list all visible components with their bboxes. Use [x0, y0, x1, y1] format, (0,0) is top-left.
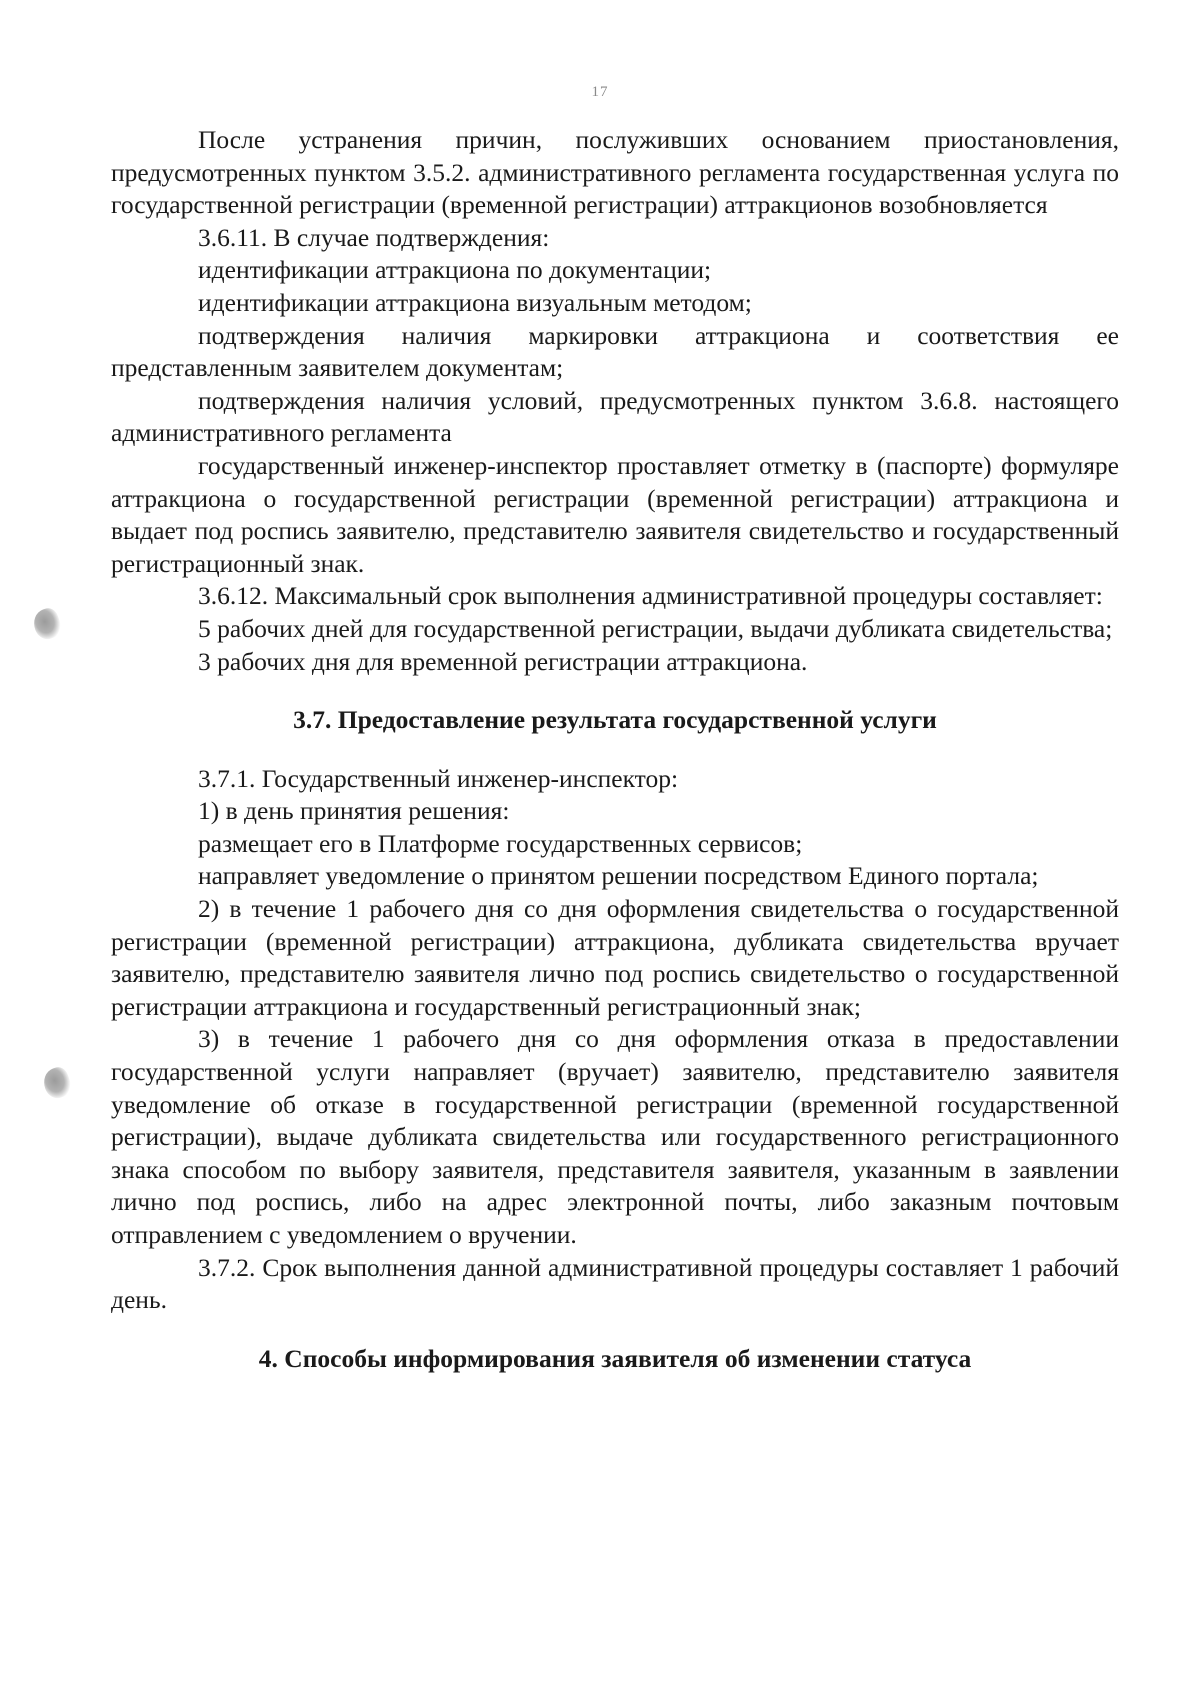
paragraph: подтверждения наличия условий, предусмотренных пунктом 3.6.8. настоящего административного регламента [111, 385, 1119, 448]
paragraph: подтверждения наличия маркировки аттракциона и соответствия ее представленным заявителем документам; [111, 320, 1119, 383]
paragraph: 3.6.12. Максимальный срок выполнения административной процедуры составляет: [198, 581, 1103, 611]
document-body [111, 124, 1119, 1375]
paragraph: идентификации аттракциона по документации; [198, 255, 712, 285]
paragraph: 2) в течение 1 рабочего дня со дня оформления свидетельства о государственной регистрации (временной регистрации) аттракциона, дубликата свидетельства вручает заявителю, представителю заявителя лично под роспись свидетельство о государственной регистрации аттракциона и государственный регистрационный знак; [111, 894, 1119, 1021]
paragraph: государственный инженер-инспектор проставляет отметку в (паспорте) формуляре аттракциона о государственной регистрации (временной регистрации) аттракциона и выдает под роспись заявителю, представителю заявителя свидетельство и государственный регистрационный знак. [111, 450, 1119, 578]
paragraph: размещает его в Платформе государственных сервисов; [198, 828, 803, 858]
paragraph: 1) в день принятия решения: [198, 796, 510, 826]
paragraph: 3 рабочих дня для временной регистрации аттракциона. [198, 646, 808, 676]
paragraph: 3.7.2. Срок выполнения данной административной процедуры составляет 1 рабочий день. [111, 1252, 1119, 1315]
paragraph: После устранения причин, послуживших основанием приостановления, предусмотренных пунктом 3.5.2. административного регламента государственная услуга по государственной регистрации (временной регистрации) аттракционов возобновляется [111, 125, 1119, 220]
paragraph: 3.6.11. В случае подтверждения: [198, 222, 550, 252]
paragraph: идентификации аттракциона визуальным методом; [198, 287, 752, 317]
section-heading-4: 4. Способы информирования заявителя об изменении статуса [258, 1343, 972, 1373]
paragraph: 3) в течение 1 рабочего дня со дня оформления отказа в предоставлении государственной услуги направляет (вручает) заявителю, представителю заявителя уведомление об отказе в государственной регистрации (временной государственной регистрации), выдаче дубликата свидетельства или государственного регистрационного знака способом по выбору заявителя, представителя заявителя, указанным в заявлении лично под роспись, либо на адрес электронной почты, либо заказным почтовым отправлением с уведомлением о вручении. [111, 1024, 1119, 1249]
paragraph: 3.7.1. Государственный инженер-инспектор: [198, 763, 679, 793]
paragraph: направляет уведомление о принятом решении посредством Единого портала; [198, 861, 1039, 891]
page-number: 17 [591, 84, 609, 100]
section-heading-3-7: 3.7. Предоставление результата государственной услуги [293, 705, 937, 735]
paragraph: 5 рабочих дней для государственной регистрации, выдачи дубликата свидетельства; [198, 613, 1113, 643]
scan-smudge-mark [40, 1064, 75, 1101]
scan-smudge-mark [30, 605, 65, 642]
